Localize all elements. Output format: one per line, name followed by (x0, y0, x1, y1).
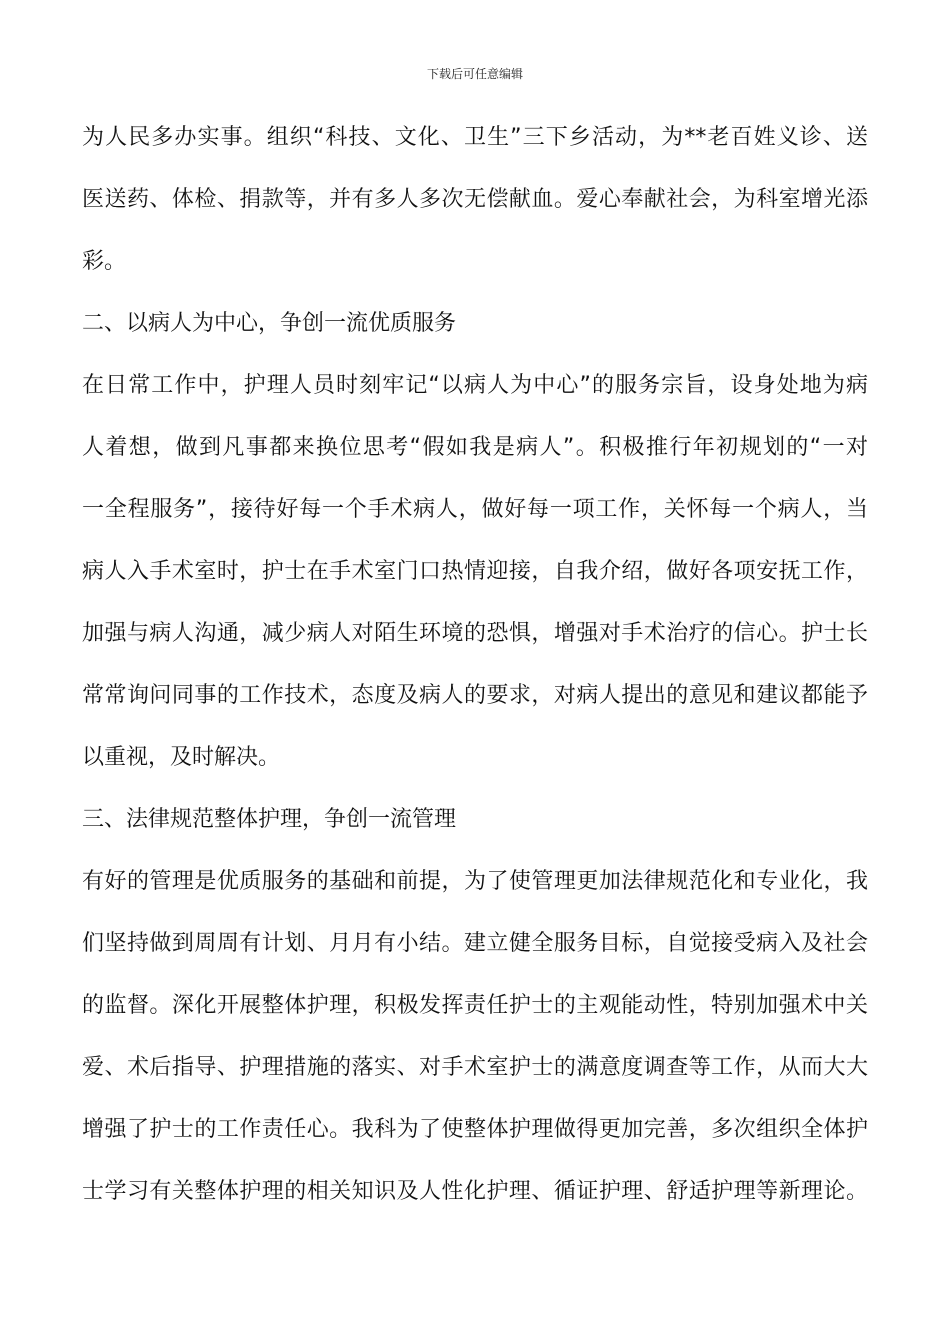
paragraph-line: 彩。 (82, 249, 127, 274)
paragraph-line: 增强了护士的工作责任心。我科为了使整体护理做得更加完善，多次组织全体护 (82, 1117, 868, 1142)
document-body (82, 115, 868, 1231)
paragraph-line: 人着想，做到凡事都来换位思考“假如我是病人”。积极推行年初规划的“一对 (82, 435, 868, 460)
paragraph-line: 们坚持做到周周有计划、月月有小结。建立健全服务目标，自觉接受病入及社会 (82, 931, 868, 956)
paragraph-line: 病人入手术室时，护士在手术室门口热情迎接，自我介绍，做好各项安抚工作， (82, 559, 868, 584)
paragraph-line: 以重视，及时解决。 (82, 745, 281, 770)
paragraph-line: 常常询问同事的工作技术，态度及病人的要求，对病人提出的意见和建议都能予 (82, 683, 868, 708)
paragraph-line: 为人民多办实事。组织“科技、文化、卫生”三下乡活动，为**老百姓义诊、送 (82, 125, 868, 150)
paragraph-3 (82, 859, 868, 1231)
paragraph-2 (82, 363, 868, 797)
paragraph-line: 一全程服务”，接待好每一个手术病人，做好每一项工作，关怀每一个病人，当 (82, 497, 868, 522)
paragraph-line: 的监督。深化开展整体护理，积极发挥责任护士的主观能动性，特别加强术中关 (82, 993, 868, 1018)
paragraph-line: 有好的管理是优质服务的基础和前提，为了使管理更加法律规范化和专业化，我 (82, 869, 868, 894)
paragraph-line: 士学习有关整体护理的相关知识及人性化护理、循证护理、舒适护理等新理论。 (82, 1179, 868, 1204)
page-header-note: 下载后可任意编辑 (426, 67, 523, 81)
paragraph-1 (82, 115, 868, 301)
paragraph-line: 爱、术后指导、护理措施的落实、对手术室护士的满意度调查等工作，从而大大 (82, 1055, 868, 1080)
paragraph-line: 在日常工作中，护理人员时刻牢记“以病人为中心”的服务宗旨，设身处地为病 (82, 373, 868, 398)
section-heading-2: 二、以病人为中心，争创一流优质服务 (82, 311, 457, 336)
paragraph-line: 医送药、体检、捐款等，并有多人多次无偿献血。爱心奉献社会，为科室增光添 (82, 187, 868, 212)
section-heading-3: 三、法律规范整体护理，争创一流管理 (82, 807, 457, 832)
paragraph-line: 加强与病人沟通，减少病人对陌生环境的恐惧，增强对手术治疗的信心。护士长 (82, 621, 868, 646)
